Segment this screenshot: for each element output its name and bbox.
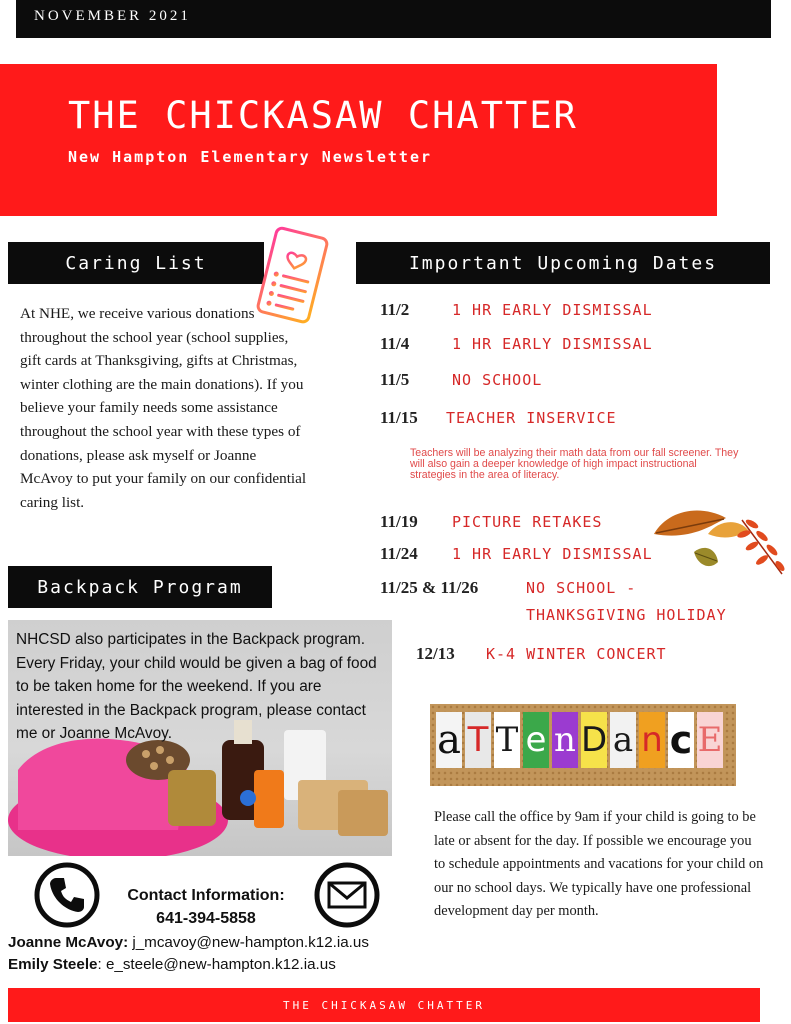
date-event: 1 HR EARLY DISMISSAL xyxy=(452,301,653,319)
attendance-text: Please call the office by 9am if your child is going to be late or absent for the day. If possible we encourage you to schedule appointments and vacations for your child on our no school days. We typically have one professional development day per month. xyxy=(434,809,764,920)
date-event: NO SCHOOL - xyxy=(526,579,637,597)
letter-tile: a xyxy=(610,712,636,768)
mail-icon xyxy=(314,862,380,928)
contact-name: Joanne McAvoy: xyxy=(8,934,129,951)
date-row xyxy=(380,408,617,428)
date-event: K-4 WINTER CONCERT xyxy=(486,645,667,663)
contact-phone: 641-394-5858 xyxy=(156,910,256,927)
backpack-program-text: NHCSD also participates in the Backpack program. Every Friday, your child would be given a bag of food to be taken home for the weekend. If you are interested in the Backpack program, please contact me or Joanne McAvoy. xyxy=(16,631,377,743)
phone-icon xyxy=(34,862,100,928)
date-row xyxy=(380,370,542,390)
caring-list-heading xyxy=(8,242,264,284)
letter-tile: E xyxy=(697,712,723,768)
backpack-program-heading xyxy=(8,566,272,608)
letter-tile: D xyxy=(581,712,607,768)
date-value: 11/15 xyxy=(380,408,418,427)
issue-date: NOVEMBER 2021 xyxy=(34,8,191,24)
letter-tile: T xyxy=(465,712,491,768)
date-event: 1 HR EARLY DISMISSAL xyxy=(452,545,653,563)
caring-list-heading-text: Caring List xyxy=(65,252,207,274)
letter-tile: n xyxy=(552,712,578,768)
date-value: 11/24 xyxy=(380,544,418,563)
contact-joanne xyxy=(8,934,369,951)
date-row xyxy=(416,644,667,664)
caring-list-text: At NHE, we receive various donations throughout the school year (school supplies, gift cards at Thanksgiving, gifts at Christmas, winter clothing are the main donations). If you believe your family needs some assistance throughout the school year with these types of donations, please ask myself or Joanne McAvoy to put your family on our confidential caring list. xyxy=(20,305,307,511)
upcoming-dates-heading xyxy=(356,242,770,284)
contact-email[interactable]: j_mcavoy@new-hampton.k12.ia.us xyxy=(128,934,369,951)
newsletter-subtitle: New Hampton Elementary Newsletter xyxy=(68,148,433,166)
date-row xyxy=(380,578,636,598)
date-value: 11/25 & 11/26 xyxy=(380,578,479,597)
date-value: 11/4 xyxy=(380,334,410,353)
date-event: NO SCHOOL xyxy=(452,371,543,389)
contact-title: Contact Information: xyxy=(127,887,285,904)
inservice-note: Teachers will be analyzing their math data from our fall screener. They will also gain a deeper knowledge of high impact instructional strategies in the area of literacy. xyxy=(410,447,739,481)
date-value: 11/5 xyxy=(380,370,410,389)
footer-bar xyxy=(8,988,760,1022)
letter-tile: c xyxy=(668,712,694,768)
contact-email[interactable]: : e_steele@new-hampton.k12.ia.us xyxy=(97,956,336,973)
contact-name: Emily Steele xyxy=(8,956,98,973)
masthead-banner xyxy=(0,64,717,216)
backpack-photo xyxy=(8,620,392,856)
date-bar xyxy=(16,0,771,38)
autumn-leaves-icon xyxy=(648,500,788,590)
letter-tile: n xyxy=(639,712,665,768)
date-row xyxy=(380,512,602,532)
newsletter-title: THE CHICKASAW CHATTER xyxy=(68,94,578,137)
backpack-program-heading-text: Backpack Program xyxy=(37,576,243,598)
footer-text: THE CHICKASAW CHATTER xyxy=(282,998,486,1012)
letter-tile: T xyxy=(494,712,520,768)
contact-information xyxy=(118,884,294,930)
date-value: 12/13 xyxy=(416,644,455,663)
date-value: 11/19 xyxy=(380,512,418,531)
date-event: 1 HR EARLY DISMISSAL xyxy=(452,335,653,353)
date-row xyxy=(380,334,653,354)
attendance-board xyxy=(430,704,736,786)
date-row xyxy=(380,300,653,320)
date-event: TEACHER INSERVICE xyxy=(446,409,617,427)
date-row-continued xyxy=(526,606,727,624)
date-event: THANKSGIVING HOLIDAY xyxy=(526,606,727,624)
contact-emily xyxy=(8,956,336,973)
date-value: 11/2 xyxy=(380,300,410,319)
attendance-letters xyxy=(436,712,723,768)
letter-tile: e xyxy=(523,712,549,768)
letter-tile: a xyxy=(436,712,462,768)
upcoming-dates-heading-text: Important Upcoming Dates xyxy=(408,252,718,274)
date-row xyxy=(380,544,653,564)
date-event: PICTURE RETAKES xyxy=(452,513,603,531)
